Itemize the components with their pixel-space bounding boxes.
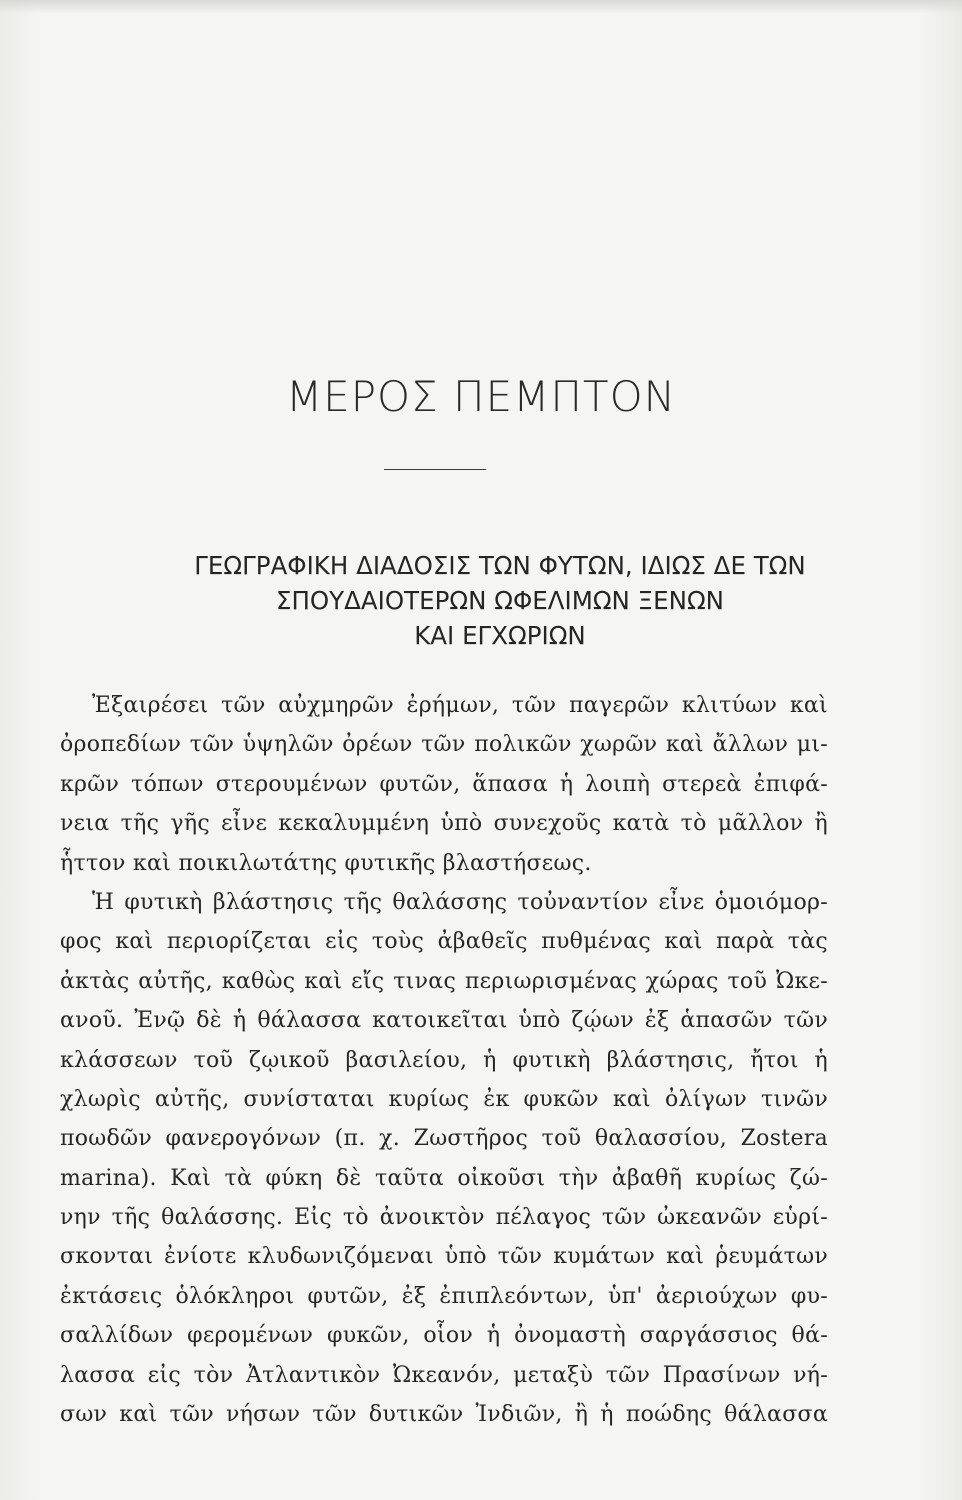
text-line: Ἡ φυτικὴ βλάστησις τῆς θαλάσσης τοὐναντίον εἶνε ὁμοιόμορ- (92, 889, 828, 915)
page-top-edge (0, 0, 962, 14)
body-text (60, 686, 828, 1434)
text-line: ἐκτάσεις ὁλόκληροι φυτῶν, ἐξ ἐπιπλεόντων, ὑπ' ἀεριούχων φυ- (60, 1283, 828, 1309)
text-line: ὀροπεδίων τῶν ὑψηλῶν ὀρέων τῶν πολικῶν χωρῶν καὶ ἄλλων μι- (60, 732, 828, 758)
text-line: Ἐξαιρέσει τῶν αὐχμηρῶν ἐρήμων, τῶν παγερῶν κλιτύων καὶ (92, 693, 828, 718)
text-line: κρῶν τόπων στερουμένων φυτῶν, ἅπασα ἡ λοιπὴ στερεὰ ἐπιφά- (60, 771, 828, 797)
part-title: ΜΕΡΟΣ ΠΕΜΠΤΟΝ (285, 372, 677, 421)
text-line: νεια τῆς γῆς εἶνε κεκαλυμμένη ὑπὸ συνεχοῦς κατὰ τὸ μᾶλλον ἢ (60, 811, 828, 837)
heading-line: ΚΑΙ ΕΓΧΩΡΙΩΝ (414, 621, 586, 650)
text-line: marina). Καὶ τὰ φύκη δὲ ταῦτα οἰκοῦσι τὴν ἀβαθῆ κυρίως ζώ- (60, 1165, 828, 1191)
heading-line: ΓΕΩΓΡΑΦΙΚΗ ΔΙΑΔΟΣΙΣ ΤΩΝ ΦΥΤΩΝ, ΙΔΙΩΣ ΔΕ ΤΩΝ (194, 551, 806, 580)
text-line: ἧττον καὶ ποικιλωτάτης φυτικῆς βλαστήσεως. (60, 850, 592, 876)
text-line: χλωρὶς αὐτῆς, συνίσταται κυρίως ἐκ φυκῶν καὶ ὀλίγων τινῶν (60, 1086, 828, 1112)
text-line: φος καὶ περιορίζεται εἰς τοὺς ἀβαθεῖς πυθμένας καὶ παρὰ τὰς (60, 929, 828, 955)
text-line: ποωδῶν φανερογόνων (π. χ. Ζωστῆρος τοῦ θαλασσίου, Zostera (60, 1126, 828, 1152)
text-line: σκονται ἐνίοτε κλυδωνιζόμεναι ὑπὸ τῶν κυμάτων καὶ ῥευμάτων (60, 1244, 828, 1270)
text-line: σων καὶ τῶν νήσων τῶν δυτικῶν Ἰνδιῶν, ἢ ἡ ποώδης θάλασσα (60, 1402, 828, 1428)
text-line: ἀκτὰς αὐτῆς, καθὼς καὶ εἴς τινας περιωρισμένας χώρας τοῦ Ὠκε- (60, 968, 828, 994)
text-line: σαλλίδων φερομένων φυκῶν, οἷον ἡ ὀνομαστὴ σαργάσσιος θά- (60, 1323, 828, 1349)
text-line: κλάσσεων τοῦ ζῳικοῦ βασιλείου, ἡ φυτικὴ βλάστησις, ἤτοι ἡ (60, 1047, 828, 1073)
text-line: ανοῦ. Ἐνῷ δὲ ἡ θάλασσα κατοικεῖται ὑπὸ ζῴων ἐξ ἁπασῶν τῶν (60, 1008, 828, 1034)
title-divider (384, 469, 486, 470)
text-line: λασσα εἰς τὸν Ἀτλαντικὸν Ὠκεανόν, μεταξὺ τῶν Πρασίνων νή- (60, 1362, 828, 1388)
text-line: νην τῆς θαλάσσης. Εἰς τὸ ἀνοικτὸν πέλαγος τῶν ὠκεανῶν εὑρί- (60, 1205, 828, 1231)
heading-line: ΣΠΟΥΔΑΙΟΤΕΡΩΝ ΩΦΕΛΙΜΩΝ ΞΕΝΩΝ (275, 586, 725, 615)
chapter-heading (150, 548, 850, 653)
